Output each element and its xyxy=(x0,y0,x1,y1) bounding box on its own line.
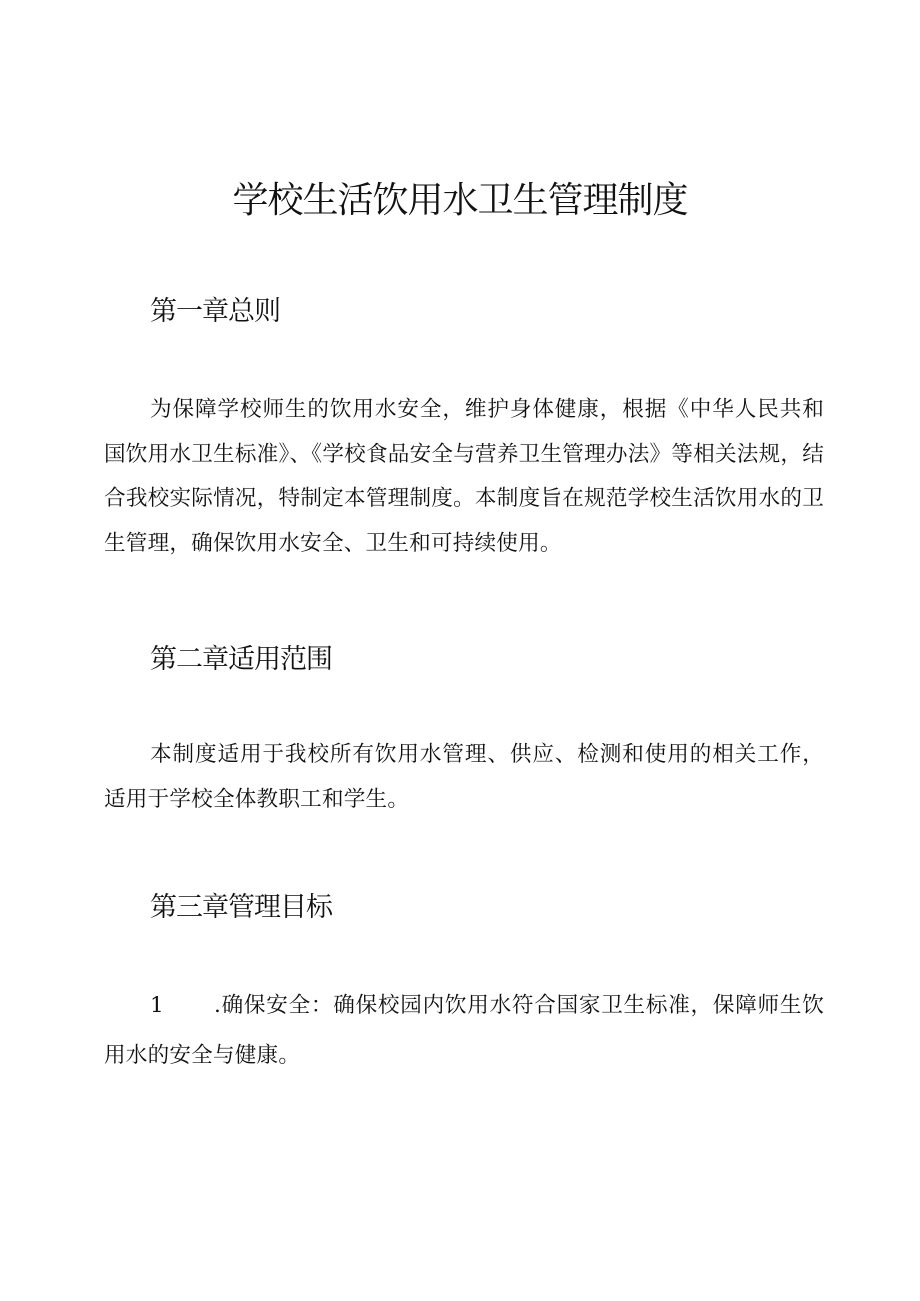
chapter-1-paragraph: 为保障学校师生的饮用水安全，维护身体健康，根据《中华人民共和国饮用水卫生标准》、《学校食品安全与营养卫生管理办法》等相关法规，结合我校实际情况，特制定本管理制度。本制度旨在规范学校生活饮用水的卫生管理，确保饮用水安全、卫生和可持续使用。 xyxy=(104,397,824,556)
chapter-1-heading: 第一章总则 xyxy=(150,296,280,327)
list-item-number: 1 xyxy=(150,993,164,1018)
chapter-3-list-item xyxy=(104,981,824,1081)
chapter-2-paragraph: 本制度适用于我校所有饮用水管理、供应、检测和使用的相关工作，适用于学校全体教职工和学生。 xyxy=(104,742,824,812)
chapter-3-heading: 第三章管理目标 xyxy=(150,892,332,923)
list-item-text: .确保安全：确保校园内饮用水符合国家卫生标准，保障师生饮用水的安全与健康。 xyxy=(104,993,824,1068)
chapter-2-heading: 第二章适用范围 xyxy=(150,644,332,675)
document-title: 学校生活饮用水卫生管理制度 xyxy=(232,180,688,221)
